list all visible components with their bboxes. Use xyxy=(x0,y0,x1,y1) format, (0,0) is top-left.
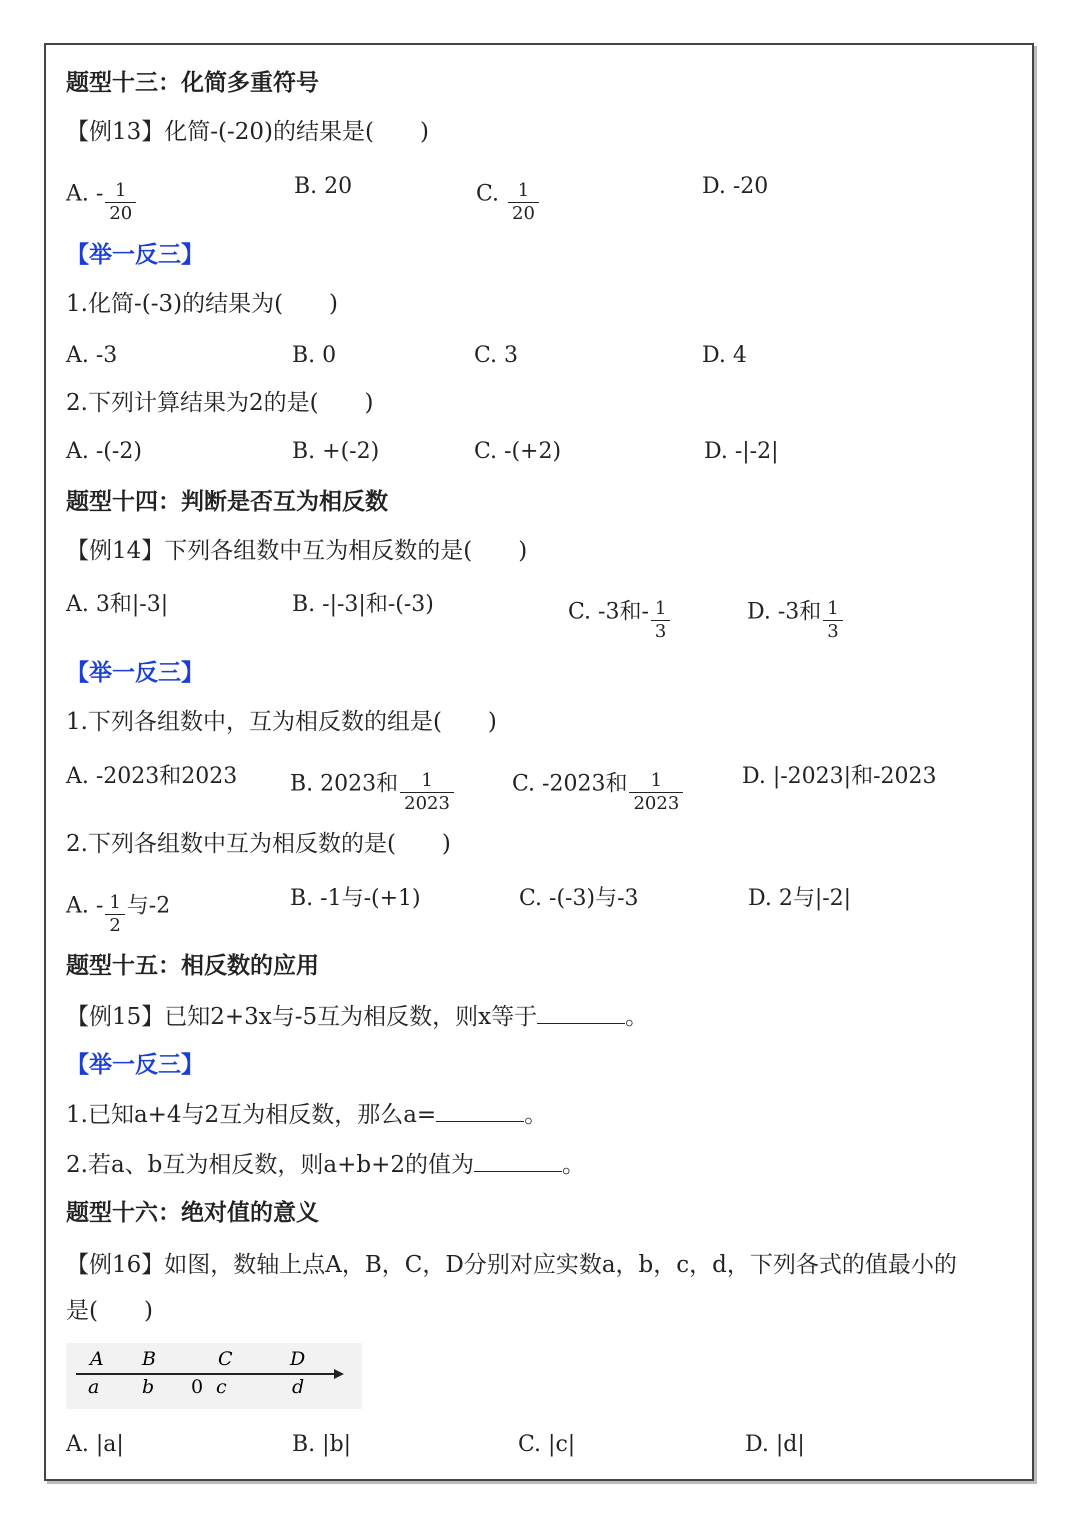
label-zero: 0 xyxy=(191,1376,204,1398)
practice-13-q2: 2.下列计算结果为2的是( ) xyxy=(66,390,374,416)
p13q2-option-c: C. -(+2) xyxy=(474,439,562,464)
label-c: c xyxy=(216,1376,227,1398)
section-13-heading: 题型十三：化简多重符号 xyxy=(66,69,319,96)
example-13: 【例13】化简-(-20)的结果是( ) xyxy=(66,119,429,145)
p14q2-option-a: A. - $\frac{1}{2}$ 与-2 xyxy=(66,892,171,936)
p14q2-option-c: C. -(-3)与-3 xyxy=(519,886,639,911)
ex13-option-b: B. 20 xyxy=(294,174,353,199)
label-C: C xyxy=(218,1348,233,1370)
p13q2-option-d: D. -|-2| xyxy=(704,439,779,464)
ex14-option-d: D. -3和 $\frac{1}{3}$ xyxy=(747,590,845,635)
fraction: $\frac{1}{3}$ xyxy=(823,598,842,643)
p14q1-option-a: A. -2023和2023 xyxy=(66,764,238,789)
p14q1-option-b: B. 2023和 $\frac{1}{2023}$ xyxy=(290,762,456,807)
fraction: $\frac{1}{20}$ xyxy=(105,180,136,225)
practice-tag-15: 【举一反三】 xyxy=(66,1051,204,1078)
fraction: $\frac{1}{3}$ xyxy=(651,598,670,643)
label-d: d xyxy=(292,1376,305,1398)
practice-tag-14: 【举一反三】 xyxy=(66,659,204,686)
fraction: $\frac{1}{2023}$ xyxy=(400,770,454,815)
p13q1-option-a: A. -3 xyxy=(66,343,118,368)
p14q2-option-b: B. -1与-(+1) xyxy=(290,886,421,911)
practice-15-q1: 1.已知a+4与2互为相反数，那么a= 。 xyxy=(66,1099,547,1130)
fraction: $\frac{1}{20}$ xyxy=(508,180,539,225)
ex13-option-d: D. -20 xyxy=(702,174,769,199)
ex13-option-c: C. $\frac{1}{20}$ xyxy=(476,172,541,217)
ex14-option-b: B. -|-3|和-(-3) xyxy=(292,592,434,617)
p13q1-option-c: C. 3 xyxy=(474,343,519,368)
p14q1-option-c: C. -2023和 $\frac{1}{2023}$ xyxy=(512,762,685,807)
section-16-heading: 题型十六：绝对值的意义 xyxy=(66,1199,319,1226)
section-15-heading: 题型十五：相反数的应用 xyxy=(66,952,319,979)
label-D: D xyxy=(290,1348,306,1370)
ex16-option-d: D. |d| xyxy=(745,1432,805,1457)
ex16-option-c: C. |c| xyxy=(518,1432,576,1457)
ex13-option-a: A. - $\frac{1}{20}$ xyxy=(66,172,138,217)
example-14: 【例14】下列各组数中互为相反数的是( ) xyxy=(66,538,528,564)
practice-tag-13: 【举一反三】 xyxy=(66,241,204,268)
answer-blank xyxy=(474,1149,562,1172)
number-line-svg xyxy=(66,1343,362,1409)
ex14-option-c: C. -3和- $\frac{1}{3}$ xyxy=(568,590,672,635)
example-16-line2: 是( ) xyxy=(66,1298,153,1324)
fraction: $\frac{1}{2023}$ xyxy=(629,770,683,815)
label-b: b xyxy=(142,1376,155,1398)
p14q2-option-d: D. 2与|-2| xyxy=(748,886,852,911)
p13q2-option-b: B. +(-2) xyxy=(292,439,380,464)
p13q1-option-b: B. 0 xyxy=(292,343,337,368)
label-A: A xyxy=(90,1348,104,1370)
ex16-option-b: B. |b| xyxy=(292,1432,352,1457)
p14q1-option-d: D. |-2023|和-2023 xyxy=(742,764,937,789)
practice-15-q2: 2.若a、b互为相反数，则a+b+2的值为 。 xyxy=(66,1149,585,1180)
example-15: 【例15】已知2+3x与-5互为相反数，则x等于 。 xyxy=(66,1001,648,1032)
p13q1-option-d: D. 4 xyxy=(702,343,747,368)
fraction: $\frac{1}{2}$ xyxy=(105,892,124,937)
practice-14-q1: 1.下列各组数中，互为相反数的组是( ) xyxy=(66,709,497,735)
ex16-option-a: A. |a| xyxy=(66,1432,124,1457)
ex14-option-a: A. 3和|-3| xyxy=(66,592,169,617)
section-14-heading: 题型十四：判断是否互为相反数 xyxy=(66,488,388,515)
arrow-icon xyxy=(334,1369,344,1379)
practice-13-q1: 1.化简-(-3)的结果为( ) xyxy=(66,291,339,317)
answer-blank xyxy=(436,1099,524,1122)
answer-blank xyxy=(537,1001,625,1024)
example-16-line1: 【例16】如图，数轴上点A，B，C，D分别对应实数a，b，c，d，下列各式的值最小的 xyxy=(66,1252,957,1278)
label-a: a xyxy=(88,1376,100,1398)
p13q2-option-a: A. -(-2) xyxy=(66,439,142,464)
practice-14-q2: 2.下列各组数中互为相反数的是( ) xyxy=(66,831,451,857)
label-B: B xyxy=(142,1348,156,1370)
number-line-figure xyxy=(66,1343,362,1409)
